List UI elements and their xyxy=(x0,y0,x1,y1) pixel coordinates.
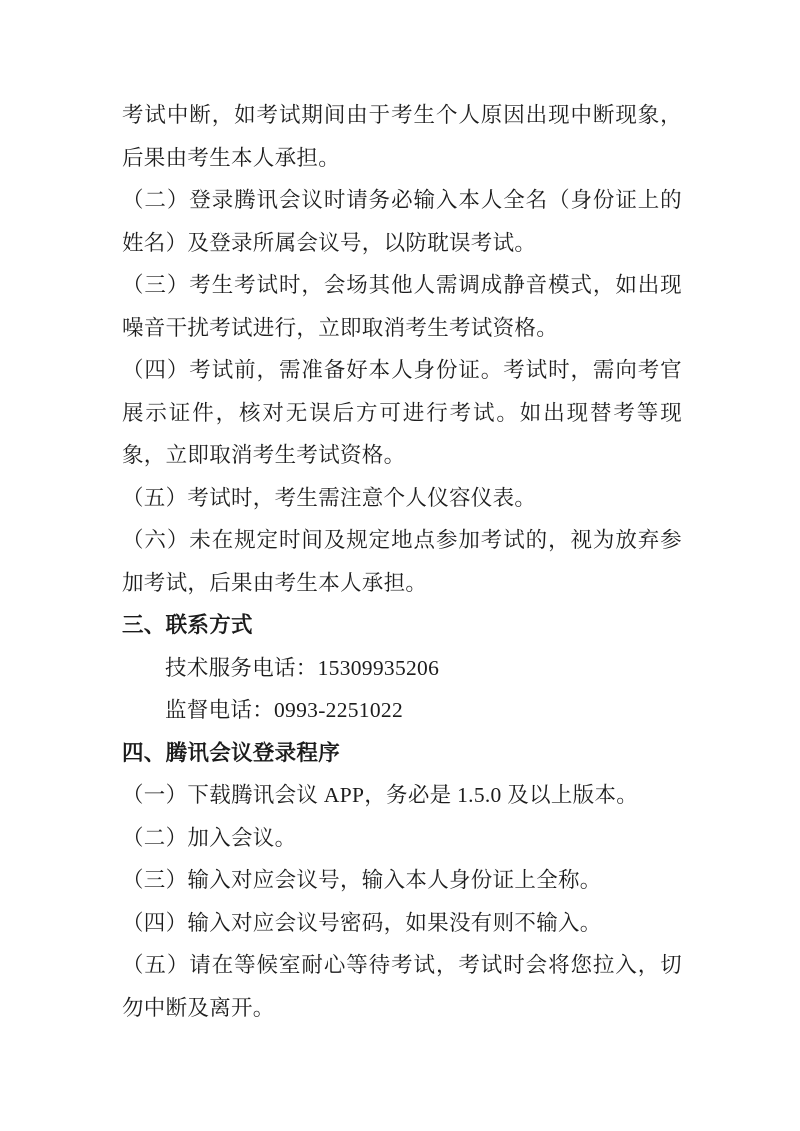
contact-line-supervision: 监督电话：0993-2251022 xyxy=(165,698,404,722)
contact-line-tech-phone: 技术服务电话：15309935206 xyxy=(165,655,440,680)
section-heading-login-steps: 四、腾讯会议登录程序 xyxy=(122,740,341,765)
paragraph-rule-2: （二）登录腾讯会议时请务必输入本人全名（身份证上的姓名）及登录所属会议号，以防耽误考试。 xyxy=(122,188,682,255)
document-body xyxy=(122,94,682,1029)
paragraph-continuation: 考试中断，如考试期间由于考生个人原因出现中断现象，后果由考生本人承担。 xyxy=(122,103,682,170)
paragraph-rule-4: （四）考试前，需准备好本人身份证。考试时，需向考官展示证件，核对无误后方可进行考试。如出现替考等现象，立即取消考生考试资格。 xyxy=(122,358,682,467)
paragraph-step-1: （一）下载腾讯会议 APP，务必是 1.5.0 及以上版本。 xyxy=(122,783,639,807)
paragraph-step-4: （四）输入对应会议号密码，如果没有则不输入。 xyxy=(122,910,602,935)
paragraph-step-3: （三）输入对应会议号，输入本人身份证上全称。 xyxy=(122,868,602,892)
paragraph-rule-5: （五）考试时，考生需注意个人仪容仪表。 xyxy=(122,485,537,510)
paragraph-step-5: （五）请在等候室耐心等待考试，考试时会将您拉入，切勿中断及离开。 xyxy=(122,953,682,1020)
section-heading-contact: 三、联系方式 xyxy=(122,613,253,637)
paragraph-rule-6: （六）未在规定时间及规定地点参加考试的，视为放弃参加考试，后果由考生本人承担。 xyxy=(122,528,682,595)
paragraph-step-2: （二）加入会议。 xyxy=(122,825,297,850)
paragraph-rule-3: （三）考生考试时，会场其他人需调成静音模式，如出现噪音干扰考试进行，立即取消考生考试资格。 xyxy=(122,273,682,340)
